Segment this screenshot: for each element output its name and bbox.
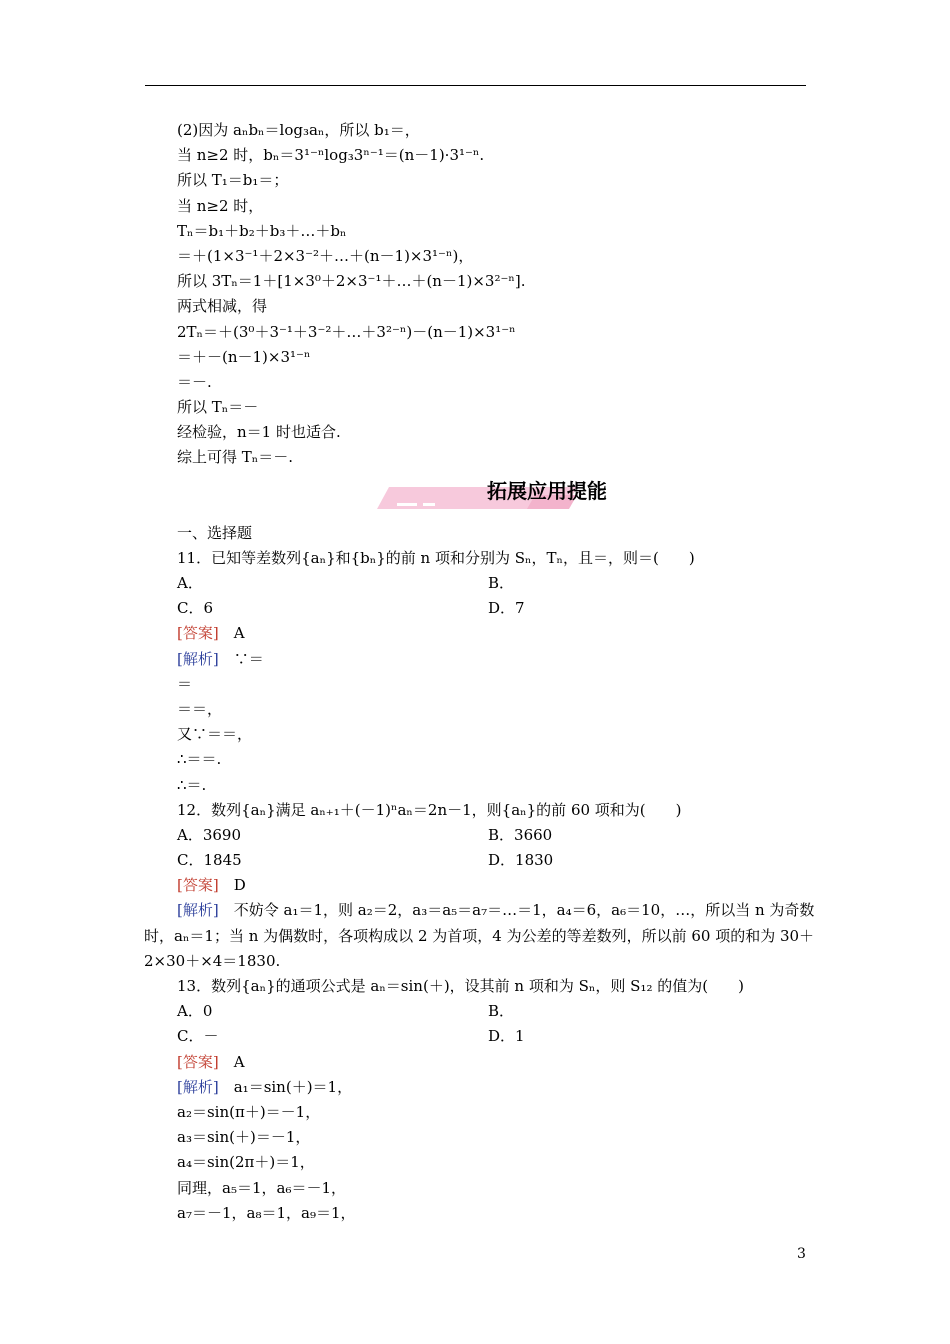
section-heading: 一、选择题 (177, 523, 253, 542)
option-c: C．6 (177, 599, 214, 618)
option-d: D．1 (488, 1027, 525, 1046)
solution-line: 当 n≥2 时，bₙ＝3¹⁻ⁿlog₃3ⁿ⁻¹＝(n－1)·3¹⁻ⁿ. (177, 146, 485, 165)
solution-line: 所以 3Tₙ＝1＋[1×3⁰＋2×3⁻¹＋…＋(n－1)×3²⁻ⁿ]. (177, 272, 526, 291)
option-d: D．1830 (488, 851, 554, 870)
question-11 (177, 546, 817, 798)
options-row (177, 999, 817, 1024)
options-row (177, 596, 817, 621)
answer-value: D (233, 876, 246, 895)
analysis-text: a₁＝sin(＋)＝1， (233, 1077, 353, 1096)
solution-line: ＝＋－(n－1)×3¹⁻ⁿ (177, 347, 311, 366)
analysis-line: a₇＝－1，a₈＝1，a₉＝1， (177, 1203, 356, 1222)
analysis-tag: [解析] (177, 1077, 219, 1096)
option-a: A．0 (177, 1002, 213, 1021)
solution-line: 当 n≥2 时， (177, 196, 264, 215)
options-row (177, 1024, 817, 1049)
answer-tag: [答案] (177, 876, 219, 895)
question-stem: 13．数列{aₙ}的通项公式是 aₙ＝sin(＋)，设其前 n 项和为 Sₙ，则 S₁₂ 的值为( ) (177, 977, 744, 996)
analysis-line: a₂＝sin(π＋)＝－1， (177, 1102, 321, 1121)
analysis-line: 同理，a₅＝1，a₆＝－1， (177, 1178, 346, 1197)
question-12 (144, 798, 817, 974)
solution-line: ＝＋(1×3⁻¹＋2×3⁻²＋…＋(n－1)×3¹⁻ⁿ)， (177, 246, 474, 265)
answer-tag: [答案] (177, 1052, 219, 1071)
option-c: C．1845 (177, 851, 242, 870)
answer-row (177, 1050, 817, 1075)
solution-line: 2Tₙ＝＋(3⁰＋3⁻¹＋3⁻²＋…＋3²⁻ⁿ)－(n－1)×3¹⁻ⁿ (177, 322, 516, 341)
analysis-text: ∵＝ (233, 649, 264, 668)
options-row (177, 848, 817, 873)
section-banner (177, 477, 817, 519)
answer-value: A (233, 624, 245, 643)
solution-line: 综上可得 Tₙ＝－. (177, 448, 294, 467)
options-row (177, 571, 817, 596)
solution-line: ＝－. (177, 372, 212, 391)
option-d: D．7 (488, 599, 525, 618)
option-b: B．3660 (488, 825, 553, 844)
option-b: B． (488, 1002, 515, 1021)
solution-line: Tₙ＝b₁＋b₂＋b₃＋…＋bₙ (177, 221, 347, 240)
answer-value: A (233, 1052, 245, 1071)
options-row (177, 823, 817, 848)
analysis-line: ＝ (177, 674, 193, 693)
header-rule (145, 85, 806, 86)
solution-line: 两式相减，得 (177, 297, 268, 316)
answer-row (177, 873, 817, 898)
analysis-tag: [解析] (177, 649, 219, 668)
analysis-line: 又∵＝＝， (177, 725, 253, 744)
page-body (144, 118, 817, 1226)
page-number: 3 (797, 1246, 806, 1262)
question-stem: 12．数列{aₙ}满足 aₙ₊₁＋(－1)ⁿaₙ＝2n－1，则{aₙ}的前 60 项和为( ) (177, 800, 682, 819)
answer-row (177, 621, 817, 646)
option-a: A．3690 (177, 825, 242, 844)
answer-tag: [答案] (177, 624, 219, 643)
analysis-paragraph (144, 898, 817, 974)
option-c: C．－ (177, 1027, 219, 1046)
option-b: B． (488, 574, 515, 592)
solution-part2 (177, 118, 817, 471)
question-stem: 11．已知等差数列{aₙ}和{bₙ}的前 n 项和分别为 Sₙ，Tₙ，且＝，则＝( ) (177, 548, 695, 567)
question-13 (177, 974, 817, 1226)
banner-title: 拓展应用提能 (487, 478, 607, 503)
analysis-line: a₄＝sin(2π＋)＝1， (177, 1153, 315, 1172)
solution-line: 所以 T₁＝b₁＝； (177, 171, 289, 190)
solution-line: 所以 Tₙ＝－ (177, 398, 259, 417)
analysis-line: ∴＝＝. (177, 750, 222, 769)
solution-line: (2)因为 aₙbₙ＝log₃aₙ，所以 b₁＝， (177, 121, 420, 139)
solution-line: 经检验，n＝1 时也适合. (177, 423, 341, 442)
analysis-line: a₃＝sin(＋)＝－1， (177, 1128, 311, 1147)
analysis-tag: [解析] (177, 901, 219, 920)
analysis-line: ∴＝. (177, 775, 207, 794)
analysis-row (177, 647, 817, 672)
analysis-text: 不妨令 a₁＝1，则 a₂＝2，a₃＝a₅＝a₇＝…＝1，a₄＝6，a₆＝10，…，所以当 n 为奇数时，aₙ＝1；当 n 为偶数时，各项构成以 2 为首项，4 为公差的等差数列，所以前 60 项的和为 30＋2×30＋×4＝1830. (144, 901, 815, 970)
analysis-row (177, 1075, 817, 1100)
analysis-line: ＝＝， (177, 699, 223, 718)
option-a: A． (177, 574, 203, 592)
